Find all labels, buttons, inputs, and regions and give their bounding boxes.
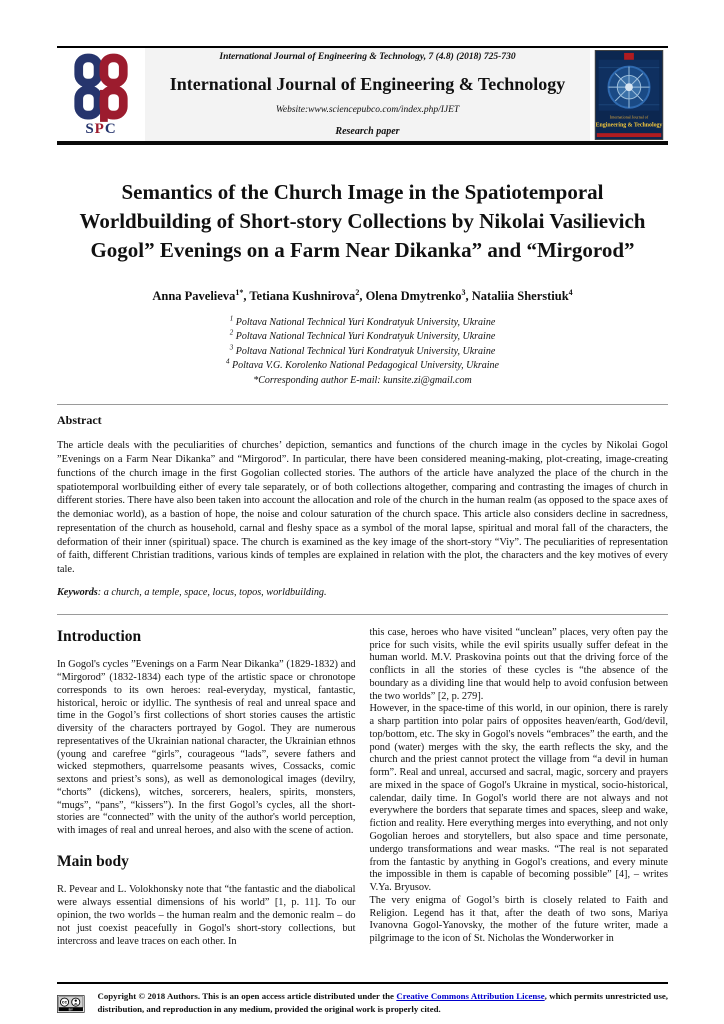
svg-text:cc: cc (61, 999, 68, 1005)
cc-by-label: BY (68, 1007, 73, 1012)
publisher-logo (57, 48, 145, 141)
paper-type-label: Research paper (335, 125, 400, 137)
spc-logo-text (85, 121, 116, 138)
right-column-paragraph-3: The very enigma of Gogol’s birth is closely related to Faith and Religion. Legend has it that, after the death of two sons, Mariya Ivanovna Gogol-Yanovsky, the mother of the future writer, made a pilgrimage to the icon of St. Nicholas the Wonderworker in (369, 894, 668, 945)
author: Tetiana Kushnirova$^2$, (249, 287, 366, 303)
right-column-paragraph-2: However, in the space-time of this world, in our opinion, there is rarely a sharp partition into polar pairs of opposites heaven/earth, God/devil, top/bottom, etc. The sky in Gogol's novels “embraces” the earth, and the pond (water) merges with the sky, the earth reflects the sky, and the church and the priest cannot protect the village from “a devil in human form”. Real and unreal, accursed and sacral, magic, sorcery and prayers are mixed in the space of Gogol's Ukraine in mystical, socio-historical, calendar, daily time. In Gogol's world there are not always and not everywhere the borders that separate times and spaces, sleep and wake, fiction and reality. Here everything merges into everything, and not only Gogolian heroes and storytellers, but also space and time personate, undergo transformations and wear masks. “The real is not separated from the fantastic by anything in Gogol's creations, and every minute the impossible in them is capable of becoming possible” [4], – writes V.Ya. Bryusov. (369, 703, 668, 894)
journal-citation: International Journal of Engineering & Technology, 7 (4.8) (2018) 725-730 (219, 52, 516, 62)
article-body (57, 627, 668, 961)
spc-letter-c: C (104, 121, 117, 137)
journal-name: International Journal of Engineering & Technology (169, 73, 566, 94)
section-heading-introduction: Introduction (57, 627, 142, 645)
paper-page (0, 46, 724, 1024)
divider-above-abstract (57, 404, 668, 405)
copyright-text: Copyright © 2018 Authors. This is an open access article distributed under the Creative Commons Attribution License, which permits unrestricted use, distribution, and reproduction in any medium, provided the original work is properly cited. (97, 991, 668, 1014)
author: Nataliia Sherstiuk$^4$ (471, 287, 573, 303)
spc-chain-logo-icon (70, 51, 132, 123)
author-affiliations (57, 316, 668, 389)
introduction-paragraph: In Gogol's cycles ”Evenings on a Farm Near Dikanka” (1829-1832) and “Mirgorod” (1832-1834) each type of the artistic space or chronotope corresponds to its own heroes: real-everyday, mystical, fantastic, historical, heroic or idyllic. The synthesis of real and unreal space and time in the Gogol’s first collections of short stories causes the artistic diversity of the characters portrayed by Gogol. They are numerous representatives of the Ukrainian national character, the Ukrainian ethnos (young and carefree “girls”, courageous “lads”, severe fathers and wicked stepmothers, quarrelsome peasants wives, Cossacks, comic sextons and priest’s sons), as well as demonological images (devilry, “chorts” (dickens), witches, sorcerers, healers, spirits, monsters, “mugs”, “pans”, “kissers”). In the first Gogol’s cycles, all the short-stories are “connected” with the unity of the author's world perception, with images of real and unreal heroes, and also with the scene of action. (57, 659, 356, 837)
author: Olena Dmytrenko$^3$, (365, 287, 472, 303)
affiliation-line: $^2$ Poltava National Technical Yuri Kondratyuk University, Ukraine (229, 329, 496, 343)
right-column (370, 627, 669, 961)
abstract-heading: Abstract (57, 413, 102, 428)
left-column (57, 627, 356, 961)
section-heading-main-body: Main body (57, 852, 129, 870)
keywords-list: : a church, a temple, space, locus, topos, worldbuilding. (97, 586, 327, 598)
article-title: Semantics of the Church Image in the Spatiotemporal Worldbuilding of Short-story Collections by Nikolai Vasilievich Gogol” Evenings on a Farm Near Dikanka” and “Mirgorod” (79, 180, 646, 262)
copyright-footer (57, 982, 668, 1018)
affiliation-line: $^3$ Poltava National Technical Yuri Kondratyuk University, Ukraine (229, 343, 496, 357)
journal-header-center (145, 48, 590, 141)
divider-below-keywords (57, 614, 668, 615)
cover-title-line1: International Journal of (609, 113, 649, 119)
keywords (57, 587, 668, 598)
cc-license-link[interactable]: Creative Commons Attribution License (396, 991, 545, 1001)
right-column-paragraph-1: this case, heroes who have visited “unclean” places, very often pay the price for such visits, while the evil spirits usually suffer defeat in the human world. M.V. Praskovina points out that the driving force of the conflicts in all the stories of these cycles is “the absence of the boundary as a dividing line that would help to avoid confusion between the two worlds” [2, p. 279]. (369, 626, 668, 702)
journal-cover-image (594, 50, 664, 140)
cover-title-line2: Engineering & Technology (595, 121, 663, 128)
author: Anna Pavelieva$^{1*}$, (152, 287, 250, 303)
journal-website: Website:www.sciencepubco.com/index.php/IJET (275, 105, 460, 116)
corresponding-author: *Corresponding author E-mail: kunsite.zi@gmail.com (253, 374, 472, 386)
cc-by-badge (57, 990, 85, 1018)
journal-header (57, 46, 668, 145)
affiliation-line: $^1$ Poltava National Technical Yuri Kondratyuk University, Ukraine (229, 314, 496, 328)
journal-cover (590, 48, 668, 141)
keywords-label: Keywords (57, 586, 98, 598)
authors-line (57, 289, 668, 304)
spc-letter-p: P (94, 121, 105, 137)
cc-icon (60, 998, 68, 1006)
person-icon (72, 998, 80, 1006)
abstract-text: The article deals with the peculiarities of churches’ depiction, semantics and functions of the church image in the cycles by Nikolai Gogol ”Evenings on a Farm Near Dikanka” and “Mirgorod”. In particular, there have been considered meaning-making, plot-creating, image-creating functions of the church image in the first Gogolian collected stories. The authors of the article have analyzed the place of the church in the spatiotemporal worlbuilding either of every tale separately, or of both collections altogether, comparing and contrasting the images of church in different stories. There have also been taken into account the allocation and role of the church in the human realm (as opposed to the space axes of the demoniac world), as a bastion of hope, the noise and colour saturation of the church space. This article also considers decline in sacredness, representation of the church as household, carnal and fleshy space as a symbol of the moral lapse, spiritual and moral fall of the characters, the deformation of their inner (spiritual) space. The church is examined as the key image of the short-story “Viy”. The peculiarities of representation of faith, different Christian traditions, various kinds of temples are explained in relation with the plot, the characters and the key motives of every tale. (57, 440, 668, 576)
affiliation-line: $^4$ Poltava V.G. Korolenko National Pedagogical University, Ukraine (226, 358, 499, 372)
main-body-paragraph: R. Pevear and L. Volokhonsky note that “the fantastic and the diabolical were always essential dimensions of his world” [1, p. 11]. To our opinion, the two worlds – the human realm and the demonic realm – do not just coexist peacefully in Gogol's short-story collections, but intercross and leave traces on each other. In (57, 884, 356, 947)
spc-letter-s: S (85, 121, 95, 137)
